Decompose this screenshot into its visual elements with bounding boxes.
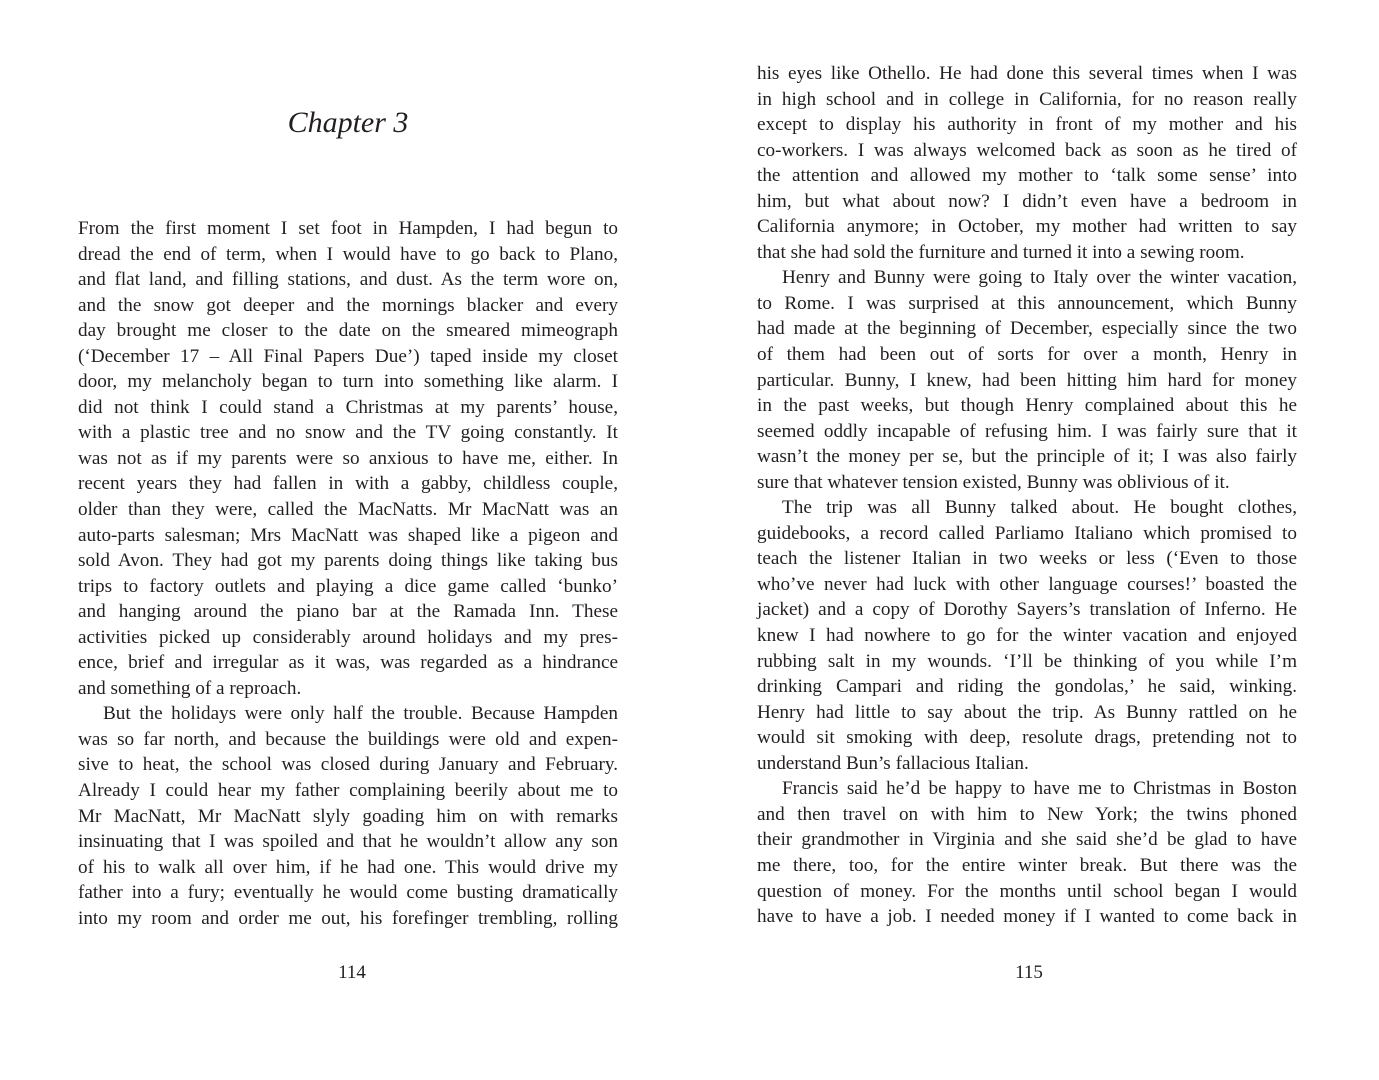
text-line: of them had been out of sorts for over a month, Henry in	[757, 344, 1297, 366]
text-line: But the holidays were only half the trouble. Because Hampden	[103, 703, 618, 725]
text-line: his eyes like Othello. He had done this several times when I was	[757, 63, 1297, 84]
text-line: was so far north, and because the buildings were old and expen-	[78, 728, 618, 750]
text-line: dread the end of term, when I would have to go back to Plano,	[78, 243, 618, 265]
text-line: California anymore; in October, my mother had written to say	[757, 216, 1297, 238]
text-line: co-workers. I was always welcomed back as soon as he tired of	[757, 139, 1297, 161]
text-line: teach the listener Italian in two weeks or less (‘Even to those	[757, 548, 1297, 570]
text-line: older than they were, called the MacNatts. Mr MacNatt was an	[78, 499, 618, 521]
left-page-text	[78, 216, 618, 931]
text-line: (‘December 17 – All Final Papers Due’) taped inside my closet	[78, 345, 618, 367]
text-line: and flat land, and filling stations, and dust. As the term wore on,	[78, 269, 618, 291]
text-line: of his to walk all over him, if he had one. This would drive my	[78, 856, 618, 878]
text-line: Already I could hear my father complaining beerily about me to	[78, 780, 618, 802]
right-page	[757, 0, 1297, 1080]
right-page-text	[757, 61, 1297, 930]
page-number: 114	[338, 962, 366, 983]
text-line: father into a fury; eventually he would come busting dramatically	[78, 882, 618, 904]
text-line: sure that whatever tension existed, Bunny was oblivious of it.	[757, 471, 1230, 493]
text-line: guidebooks, a record called Parliamo Italiano which promised to	[757, 522, 1297, 544]
text-line: Mr MacNatt, Mr MacNatt slyly goading him on with remarks	[78, 805, 618, 827]
text-line: and then travel on with him to New York; the twins phoned	[757, 803, 1297, 825]
text-line: seemed oddly incapable of refusing him. I was fairly sure that it	[757, 420, 1297, 442]
text-line: The trip was all Bunny talked about. He bought clothes,	[782, 497, 1297, 519]
text-line: the attention and allowed my mother to ‘talk some sense’ into	[757, 165, 1297, 187]
text-line: insinuating that I was spoiled and that he wouldn’t allow any son	[78, 831, 618, 853]
text-line: did not think I could stand a Christmas at my parents’ house,	[78, 396, 618, 418]
text-line: rubbing salt in my wounds. ‘I’ll be thinking of you while I’m	[757, 650, 1297, 672]
text-line: him, but what about now? I didn’t even have a bedroom in	[757, 190, 1297, 212]
text-line: From the first moment I set foot in Hampden, I had begun to	[78, 218, 618, 239]
text-line: have to have a job. I needed money if I wanted to come back in	[757, 906, 1297, 928]
text-line: ence, brief and irregular as it was, was regarded as a hindrance	[78, 652, 618, 674]
text-line: into my room and order me out, his forefinger trembling, rolling	[78, 907, 618, 929]
text-line: day brought me closer to the date on the smeared mimeograph	[78, 320, 618, 342]
text-line: drinking Campari and riding the gondolas,’ he said, winking.	[757, 676, 1297, 698]
text-line: was not as if my parents were so anxious to have me, either. In	[78, 447, 618, 469]
page-number: 115	[1015, 962, 1043, 983]
text-line: had made at the beginning of December, especially since the two	[757, 318, 1297, 340]
text-line: that she had sold the furniture and turned it into a sewing room.	[757, 241, 1245, 263]
text-line: and hanging around the piano bar at the Ramada Inn. These	[78, 601, 618, 623]
text-line: and something of a reproach.	[78, 677, 302, 699]
text-line: their grandmother in Virginia and she said she’d be glad to have	[757, 829, 1297, 851]
left-page	[78, 0, 618, 1080]
text-line: would sit smoking with deep, resolute drags, pretending not to	[757, 727, 1297, 749]
text-line: with a plastic tree and no snow and the TV going constantly. It	[78, 422, 618, 444]
text-line: jacket) and a copy of Dorothy Sayers’s translation of Inferno. He	[757, 599, 1297, 621]
text-line: question of money. For the months until school began I would	[757, 880, 1297, 902]
text-line: Francis said he’d be happy to have me to Christmas in Boston	[782, 778, 1297, 800]
text-line: except to display his authority in front of my mother and his	[757, 114, 1297, 136]
text-line: trips to factory outlets and playing a dice game called ‘bunko’	[78, 575, 618, 597]
text-line: in the past weeks, but though Henry complained about this he	[757, 395, 1297, 417]
text-line: door, my melancholy began to turn into something like alarm. I	[78, 371, 618, 393]
text-line: in high school and in college in California, for no reason really	[757, 88, 1297, 110]
chapter-title: Chapter 3	[287, 106, 409, 139]
text-line: particular. Bunny, I knew, had been hitting him hard for money	[757, 369, 1297, 391]
text-line: sive to heat, the school was closed during January and February.	[78, 754, 618, 776]
text-line: to Rome. I was surprised at this announcement, which Bunny	[757, 292, 1297, 314]
text-line: sold Avon. They had got my parents doing things like taking bus	[78, 550, 618, 572]
text-line: recent years they had fallen in with a gabby, childless couple,	[78, 473, 618, 495]
text-line: wasn’t the money per se, but the principle of it; I was also fairly	[757, 446, 1297, 468]
text-line: Henry had little to say about the trip. As Bunny rattled on he	[757, 701, 1297, 723]
text-line: knew I had nowhere to go for the winter vacation and enjoyed	[757, 625, 1297, 647]
text-line: activities picked up considerably around holidays and my pres-	[78, 626, 618, 648]
text-line: auto-parts salesman; Mrs MacNatt was shaped like a pigeon and	[78, 524, 618, 546]
text-line: understand Bun’s fallacious Italian.	[757, 752, 1029, 774]
text-line: Henry and Bunny were going to Italy over the winter vacation,	[782, 267, 1297, 289]
text-line: who’ve never had luck with other language courses!’ boasted the	[757, 573, 1297, 595]
text-line: me there, too, for the entire winter break. But there was the	[757, 854, 1297, 876]
text-line: and the snow got deeper and the mornings blacker and every	[78, 294, 618, 316]
